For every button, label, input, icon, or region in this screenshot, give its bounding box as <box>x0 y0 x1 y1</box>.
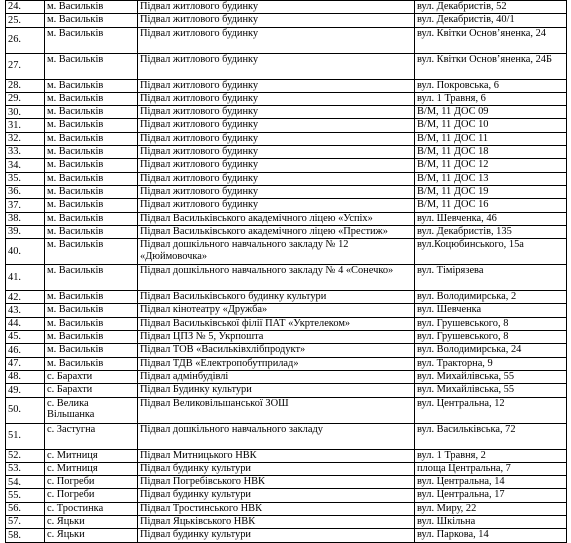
settlement-cell: м. Васильків <box>45 146 138 159</box>
settlement-cell: м. Васильків <box>45 27 138 53</box>
shelter-object-cell: Підвал житлового будинку <box>138 199 415 212</box>
shelter-object-cell: Підвал житлового будинку <box>138 92 415 105</box>
settlement-cell: с. Велика Вільшанка <box>45 397 138 423</box>
settlement-cell: с. Яцьки <box>45 529 138 542</box>
settlement-cell: м. Васильків <box>45 291 138 304</box>
table-row <box>6 476 567 489</box>
shelter-object-cell: Підвал житлового будинку <box>138 106 415 119</box>
address-cell: В/М, 11 ДОС 16 <box>415 199 567 212</box>
settlement-cell: с. Митниця <box>45 462 138 475</box>
address-cell: вул. Декабристів, 135 <box>415 225 567 238</box>
address-cell: площа Центральна, 7 <box>415 462 567 475</box>
table-row <box>6 172 567 185</box>
settlement-cell: с. Застугна <box>45 423 138 449</box>
shelter-object-cell: Підвал Погребівського НВК <box>138 476 415 489</box>
row-number-cell: 28. <box>6 79 45 92</box>
settlement-cell: м. Васильків <box>45 92 138 105</box>
row-number-cell: 39. <box>6 225 45 238</box>
address-cell: В/М, 11 ДОС 13 <box>415 172 567 185</box>
table-body <box>6 1 567 543</box>
shelter-object-cell: Підвал житлового будинку <box>138 14 415 27</box>
row-number-cell: 54. <box>6 476 45 489</box>
settlement-cell: с. Яцьки <box>45 516 138 529</box>
shelter-object-cell: Підвал Васильківського академічного ліцею «Успіх» <box>138 212 415 225</box>
address-cell: В/М, 11 ДОС 18 <box>415 146 567 159</box>
settlement-cell: м. Васильків <box>45 357 138 370</box>
address-cell: вул. Тракторна, 9 <box>415 357 567 370</box>
row-number-cell: 56. <box>6 502 45 515</box>
table-row <box>6 331 567 344</box>
table-row <box>6 146 567 159</box>
row-number-cell: 52. <box>6 449 45 462</box>
row-number-cell: 34. <box>6 159 45 172</box>
address-cell: вул. Декабристів, 40/1 <box>415 14 567 27</box>
settlement-cell: м. Васильків <box>45 132 138 145</box>
address-cell: вул. Грушевського, 8 <box>415 331 567 344</box>
table-row <box>6 119 567 132</box>
row-number-cell: 30. <box>6 106 45 119</box>
address-cell: вул. Квітки Основ’яненка, 24Б <box>415 53 567 79</box>
table-row <box>6 14 567 27</box>
address-cell: вул. Грушевського, 8 <box>415 317 567 330</box>
shelter-object-cell: Підвал житлового будинку <box>138 132 415 145</box>
address-cell: вул. 1 Травня, 2 <box>415 449 567 462</box>
table-row <box>6 357 567 370</box>
address-cell: вул. Квітки Основ’яненка, 24 <box>415 27 567 53</box>
table-row <box>6 317 567 330</box>
table-row <box>6 92 567 105</box>
settlement-cell: с. Погреби <box>45 476 138 489</box>
shelter-object-cell: Підвал Яцьківського НВК <box>138 516 415 529</box>
shelter-object-cell: Підвал житлового будинку <box>138 159 415 172</box>
settlement-cell: м. Васильків <box>45 199 138 212</box>
address-cell: В/М, 11 ДОС 12 <box>415 159 567 172</box>
row-number-cell: 58. <box>6 529 45 542</box>
table-row <box>6 384 567 397</box>
row-number-cell: 55. <box>6 489 45 502</box>
address-cell: вул. Володимирська, 2 <box>415 291 567 304</box>
settlement-cell: м. Васильків <box>45 119 138 132</box>
address-cell: вул. Михайлівська, 55 <box>415 384 567 397</box>
settlement-cell: с. Митниця <box>45 449 138 462</box>
shelter-object-cell: Підвал ЦПЗ № 5, Укрпошта <box>138 331 415 344</box>
table-row <box>6 53 567 79</box>
shelter-object-cell: Підвал житлового будинку <box>138 185 415 198</box>
row-number-cell: 42. <box>6 291 45 304</box>
shelter-object-cell: Підвал будинку культури <box>138 489 415 502</box>
table-row <box>6 397 567 423</box>
shelter-object-cell: Підвал Будинку культури <box>138 384 415 397</box>
shelter-object-cell: Підвал Великовільшанської ЗОШ <box>138 397 415 423</box>
shelter-object-cell: Підвал житлового будинку <box>138 27 415 53</box>
address-cell: вул. Михайлівська, 55 <box>415 370 567 383</box>
table-row <box>6 489 567 502</box>
settlement-cell: м. Васильків <box>45 1 138 14</box>
shelter-object-cell: Підвал Васильківської філії ПАТ «Укртелеком» <box>138 317 415 330</box>
shelter-object-cell: Підвал адмінбудівлі <box>138 370 415 383</box>
shelter-object-cell: Підвал ТОВ «Васильківхлібпродукт» <box>138 344 415 357</box>
address-cell: вул. Центральна, 14 <box>415 476 567 489</box>
table-row <box>6 185 567 198</box>
shelter-object-cell: Підвал житлового будинку <box>138 146 415 159</box>
shelter-object-cell: Підвал житлового будинку <box>138 119 415 132</box>
shelter-object-cell: Підвал дошкільного навчального закладу № 12 «Дюймовочка» <box>138 239 415 265</box>
shelter-object-cell: Підвал кінотеатру «Дружба» <box>138 304 415 317</box>
row-number-cell: 31. <box>6 119 45 132</box>
table-row <box>6 529 567 542</box>
address-cell: вул. Володимирська, 24 <box>415 344 567 357</box>
table-row <box>6 370 567 383</box>
shelter-object-cell: Підвал житлового будинку <box>138 1 415 14</box>
settlement-cell: м. Васильків <box>45 212 138 225</box>
row-number-cell: 32. <box>6 132 45 145</box>
row-number-cell: 47. <box>6 357 45 370</box>
shelter-object-cell: Підвал Васильківського будинку культури <box>138 291 415 304</box>
table-row <box>6 1 567 14</box>
shelter-object-cell: Підвал житлового будинку <box>138 79 415 92</box>
address-cell: вул. Декабристів, 52 <box>415 1 567 14</box>
row-number-cell: 45. <box>6 331 45 344</box>
address-cell: вул. Миру, 22 <box>415 502 567 515</box>
row-number-cell: 57. <box>6 516 45 529</box>
row-number-cell: 26. <box>6 27 45 53</box>
row-number-cell: 40. <box>6 239 45 265</box>
table-row <box>6 132 567 145</box>
shelter-object-cell: Підвал дошкільного навчального закладу <box>138 423 415 449</box>
table-row <box>6 212 567 225</box>
table-row <box>6 462 567 475</box>
row-number-cell: 46. <box>6 344 45 357</box>
settlement-cell: м. Васильків <box>45 159 138 172</box>
table-row <box>6 304 567 317</box>
table-row <box>6 516 567 529</box>
row-number-cell: 27. <box>6 53 45 79</box>
address-cell: вул. Васильківська, 72 <box>415 423 567 449</box>
settlement-cell: м. Васильків <box>45 304 138 317</box>
table-row <box>6 265 567 291</box>
settlement-cell: м. Васильків <box>45 225 138 238</box>
settlement-cell: с. Погреби <box>45 489 138 502</box>
table-row <box>6 239 567 265</box>
settlement-cell: м. Васильків <box>45 344 138 357</box>
settlement-cell: м. Васильків <box>45 172 138 185</box>
row-number-cell: 35. <box>6 172 45 185</box>
address-cell: вул. Покровська, 6 <box>415 79 567 92</box>
address-cell: В/М, 11 ДОС 09 <box>415 106 567 119</box>
row-number-cell: 49. <box>6 384 45 397</box>
settlement-cell: м. Васильків <box>45 14 138 27</box>
shelter-object-cell: Підвал ТДВ «Електропобутприлад» <box>138 357 415 370</box>
table-row <box>6 159 567 172</box>
row-number-cell: 29. <box>6 92 45 105</box>
address-cell: вул. Тімірязева <box>415 265 567 291</box>
settlement-cell: м. Васильків <box>45 106 138 119</box>
table-row <box>6 423 567 449</box>
shelter-object-cell: Підвал Митницького НВК <box>138 449 415 462</box>
shelter-object-cell: Підвал житлового будинку <box>138 172 415 185</box>
table-row <box>6 449 567 462</box>
settlement-cell: м. Васильків <box>45 317 138 330</box>
row-number-cell: 24. <box>6 1 45 14</box>
row-number-cell: 44. <box>6 317 45 330</box>
table-row <box>6 106 567 119</box>
row-number-cell: 36. <box>6 185 45 198</box>
address-cell: вул. Паркова, 14 <box>415 529 567 542</box>
row-number-cell: 53. <box>6 462 45 475</box>
shelter-object-cell: Підвал будинку культури <box>138 462 415 475</box>
settlement-cell: м. Васильків <box>45 265 138 291</box>
address-cell: вул. Центральна, 17 <box>415 489 567 502</box>
table-row <box>6 27 567 53</box>
settlement-cell: м. Васильків <box>45 79 138 92</box>
row-number-cell: 33. <box>6 146 45 159</box>
address-cell: В/М, 11 ДОС 10 <box>415 119 567 132</box>
table-row <box>6 225 567 238</box>
table-row <box>6 79 567 92</box>
address-cell: В/М, 11 ДОС 11 <box>415 132 567 145</box>
shelter-object-cell: Підвал житлового будинку <box>138 53 415 79</box>
address-cell: вул. Центральна, 12 <box>415 397 567 423</box>
row-number-cell: 51. <box>6 423 45 449</box>
row-number-cell: 48. <box>6 370 45 383</box>
row-number-cell: 38. <box>6 212 45 225</box>
address-cell: вул. 1 Травня, 6 <box>415 92 567 105</box>
shelter-object-cell: Підвал дошкільного навчального закладу № 4 «Сонечко» <box>138 265 415 291</box>
shelter-object-cell: Підвал будинку культури <box>138 529 415 542</box>
shelter-object-cell: Підвал Тростинського НВК <box>138 502 415 515</box>
shelter-table <box>5 0 567 543</box>
row-number-cell: 41. <box>6 265 45 291</box>
settlement-cell: с. Барахти <box>45 384 138 397</box>
row-number-cell: 37. <box>6 199 45 212</box>
address-cell: В/М, 11 ДОС 19 <box>415 185 567 198</box>
shelter-object-cell: Підвал Васильківського академічного ліцею «Престиж» <box>138 225 415 238</box>
address-cell: вул.Коцюбинського, 15а <box>415 239 567 265</box>
row-number-cell: 50. <box>6 397 45 423</box>
table-row <box>6 344 567 357</box>
address-cell: вул. Шкільна <box>415 516 567 529</box>
settlement-cell: м. Васильків <box>45 185 138 198</box>
table-row <box>6 199 567 212</box>
settlement-cell: м. Васильків <box>45 53 138 79</box>
row-number-cell: 25. <box>6 14 45 27</box>
settlement-cell: с. Тростинка <box>45 502 138 515</box>
settlement-cell: м. Васильків <box>45 331 138 344</box>
row-number-cell: 43. <box>6 304 45 317</box>
table-row <box>6 502 567 515</box>
settlement-cell: с. Барахти <box>45 370 138 383</box>
address-cell: вул. Шевченка, 46 <box>415 212 567 225</box>
settlement-cell: м. Васильків <box>45 239 138 265</box>
table-row <box>6 291 567 304</box>
address-cell: вул. Шевченка <box>415 304 567 317</box>
